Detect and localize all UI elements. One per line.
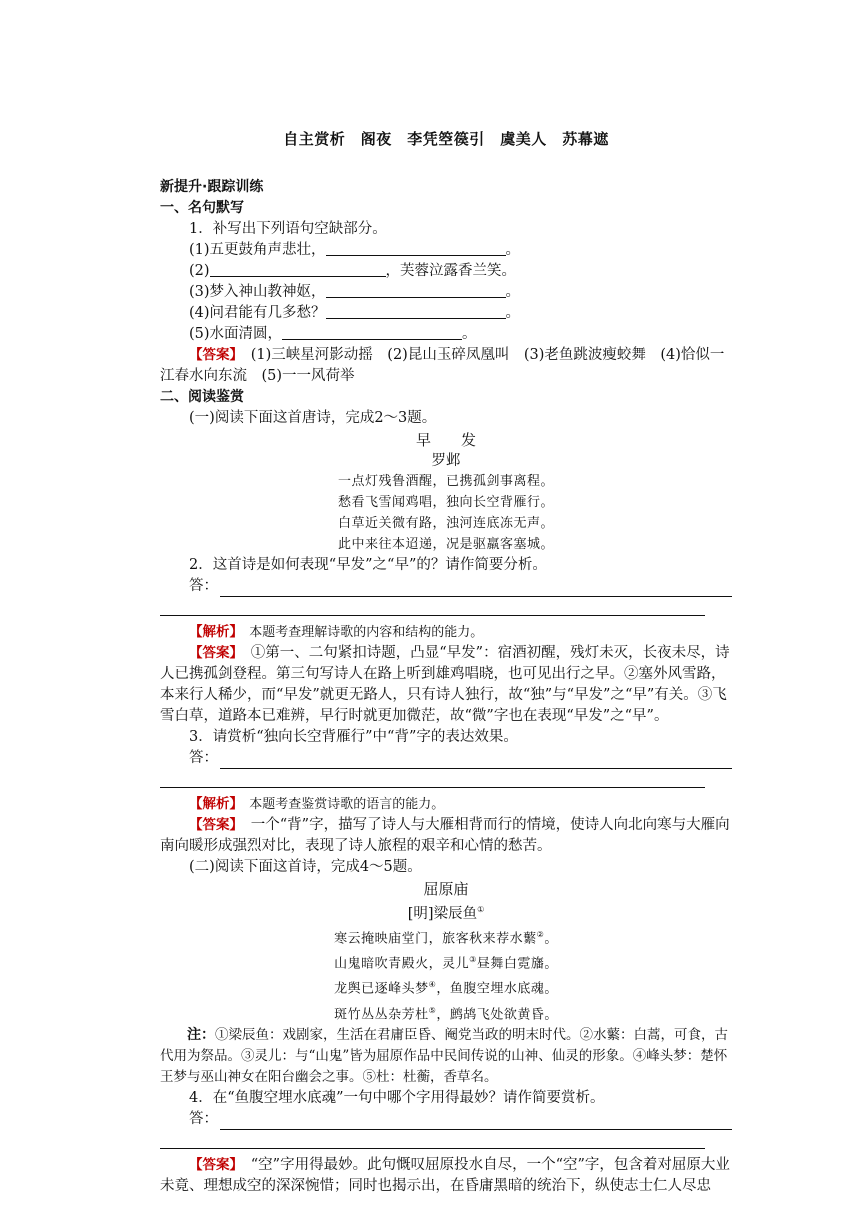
answer-tag: 【答案】 bbox=[189, 817, 237, 833]
poem-line: 白草近关微有路，浊河连底冻无声。 bbox=[337, 516, 554, 531]
answer-tag: 【答案】 bbox=[189, 347, 237, 363]
blank-field[interactable] bbox=[326, 241, 506, 256]
question-4: 4．在“鱼腹空埋水底魂”一句中哪个字用得最妙？请作简要赏析。 bbox=[189, 1090, 605, 1107]
poem-author: 罗邺 bbox=[431, 453, 461, 469]
poem-line: 龙舆已逐峰头梦④，鱼腹空埋水底魂。 bbox=[334, 980, 558, 997]
blank-field[interactable] bbox=[326, 304, 506, 319]
page-title: 自主赏析 阁夜 李凭箜篌引 虞美人 苏幕遮 bbox=[283, 130, 609, 148]
poem-line: 斑竹丛丛杂芳杜⑤，鹧鸪飞处欲黄昏。 bbox=[334, 1005, 558, 1023]
poem-line: 山鬼暗吹青殿火，灵儿③昼舞白霓旛。 bbox=[334, 955, 558, 972]
part2-title: 二、阅读鉴赏 bbox=[160, 389, 244, 405]
answer-area: 答： bbox=[160, 1109, 732, 1130]
answer-area: 答： bbox=[160, 748, 732, 769]
section-header: 新提升·跟踪训练 bbox=[160, 179, 264, 195]
subsection-2-intro: (二)阅读下面这首诗，完成4～5题。 bbox=[189, 859, 422, 875]
fill-item-3: (3)梦入神山教神妪， 。 bbox=[189, 284, 521, 300]
poem-notes: 注：①梁辰鱼：戏剧家，生活在君庸臣昏、阉党当政的明末时代。②水蘩：白蒿，可食，古代用为祭品。③灵儿：与“山鬼”皆为屈原作品中民间传说的山神、仙灵的形象。④峰头梦：楚怀王梦与巫山神女在阳台幽会之事。⑤杜：杜蘅，香草名。 bbox=[160, 1027, 728, 1086]
answer-line[interactable] bbox=[220, 753, 732, 769]
question-1: 1．补写出下列语句空缺部分。 bbox=[189, 221, 387, 237]
answer-line[interactable] bbox=[160, 769, 705, 788]
answer-block-3: 【答案】 一个“背”字，描写了诗人与大雁相背而行的情境，使诗人向北向寒与大雁向南向暖形成强烈对比，表现了诗人旅程的艰辛和心情的愁苦。 bbox=[160, 817, 730, 854]
question-2: 2．这首诗是如何表现“早发”之“早”的？请作简要分析。 bbox=[189, 557, 547, 573]
fill-item-5: (5)水面清圆， 。 bbox=[189, 326, 477, 342]
poem-title: 屈原庙 bbox=[423, 880, 469, 898]
analysis-tag: 【解析】 bbox=[189, 624, 237, 640]
poem-line: 此中来往本迢递，况是驱羸客塞城。 bbox=[337, 537, 554, 552]
answer-block-2: 【答案】 ①第一、二句紧扣诗题，凸显“早发”：宿酒初醒，残灯未灭，长夜未尽，诗人已携孤剑登程。第三句写诗人在路上听到雄鸡唱晓，也可见出行之早。②塞外风雪路，本来行人稀少，而“早发”就更无路人，只有诗人独行，故“独”与“早发”之“早”有关。③飞雪白草，道路本已难辨，早行时就更加微茫，故“微”字也在表现“早发”之“早”。 bbox=[160, 645, 730, 724]
poem-line: 一点灯残鲁酒醒，已携孤剑事离程。 bbox=[337, 474, 554, 489]
answer-area: 答： bbox=[160, 576, 732, 597]
answer-tag: 【答案】 bbox=[189, 1157, 237, 1174]
poem-line: 愁看飞雪闻鸡唱，独向长空背雁行。 bbox=[337, 495, 554, 510]
analysis-block-2: 【解析】 本题考查理解诗歌的内容和结构的能力。 bbox=[189, 624, 484, 640]
part1-title: 一、名句默写 bbox=[160, 200, 244, 216]
answer-line[interactable] bbox=[220, 1114, 732, 1130]
fill-item-4: (4)问君能有几多愁？ 。 bbox=[189, 305, 521, 321]
question-3: 3．请赏析“独向长空背雁行”中“背”字的表达效果。 bbox=[189, 729, 518, 745]
fill-item-2: (2) ，芙蓉泣露香兰笑。 bbox=[189, 263, 517, 279]
subsection-1-intro: (一)阅读下面这首唐诗，完成2～3题。 bbox=[189, 410, 437, 426]
analysis-block-3: 【解析】 本题考查鉴赏诗歌的语言的能力。 bbox=[189, 796, 445, 812]
blank-field[interactable] bbox=[210, 262, 386, 277]
answer-block-4: 【答案】 “空”字用得最妙。此句慨叹屈原投水自尽，一个“空”字，包含着对屈原大业未竟、理想成空的深深惋惜；同时也揭示出，在昏庸黑暗的统治下，纵使志士仁人尽忠 bbox=[160, 1157, 730, 1195]
answer-tag: 【答案】 bbox=[189, 645, 237, 661]
answer-line[interactable] bbox=[160, 1130, 705, 1149]
fill-item-1: (1)五更鼓角声悲壮， 。 bbox=[189, 242, 521, 258]
answer-block-1: 【答案】 (1)三峡星河影动摇 (2)昆山玉碎凤凰叫 (3)老鱼跳波瘦蛟舞 (4)恰似一江春水向东流 (5)一一风荷举 bbox=[160, 347, 725, 384]
poem-title: 早 发 bbox=[415, 431, 476, 449]
answer-line[interactable] bbox=[220, 581, 732, 597]
analysis-tag: 【解析】 bbox=[189, 796, 237, 812]
poem-author: [明]梁辰鱼① bbox=[407, 905, 485, 922]
blank-field[interactable] bbox=[282, 325, 462, 340]
blank-field[interactable] bbox=[326, 283, 506, 298]
answer-line[interactable] bbox=[160, 597, 705, 616]
document-page bbox=[160, 128, 732, 1197]
poem-line: 寒云掩映庙堂门，旅客秋来荐水蘩②。 bbox=[334, 929, 558, 947]
